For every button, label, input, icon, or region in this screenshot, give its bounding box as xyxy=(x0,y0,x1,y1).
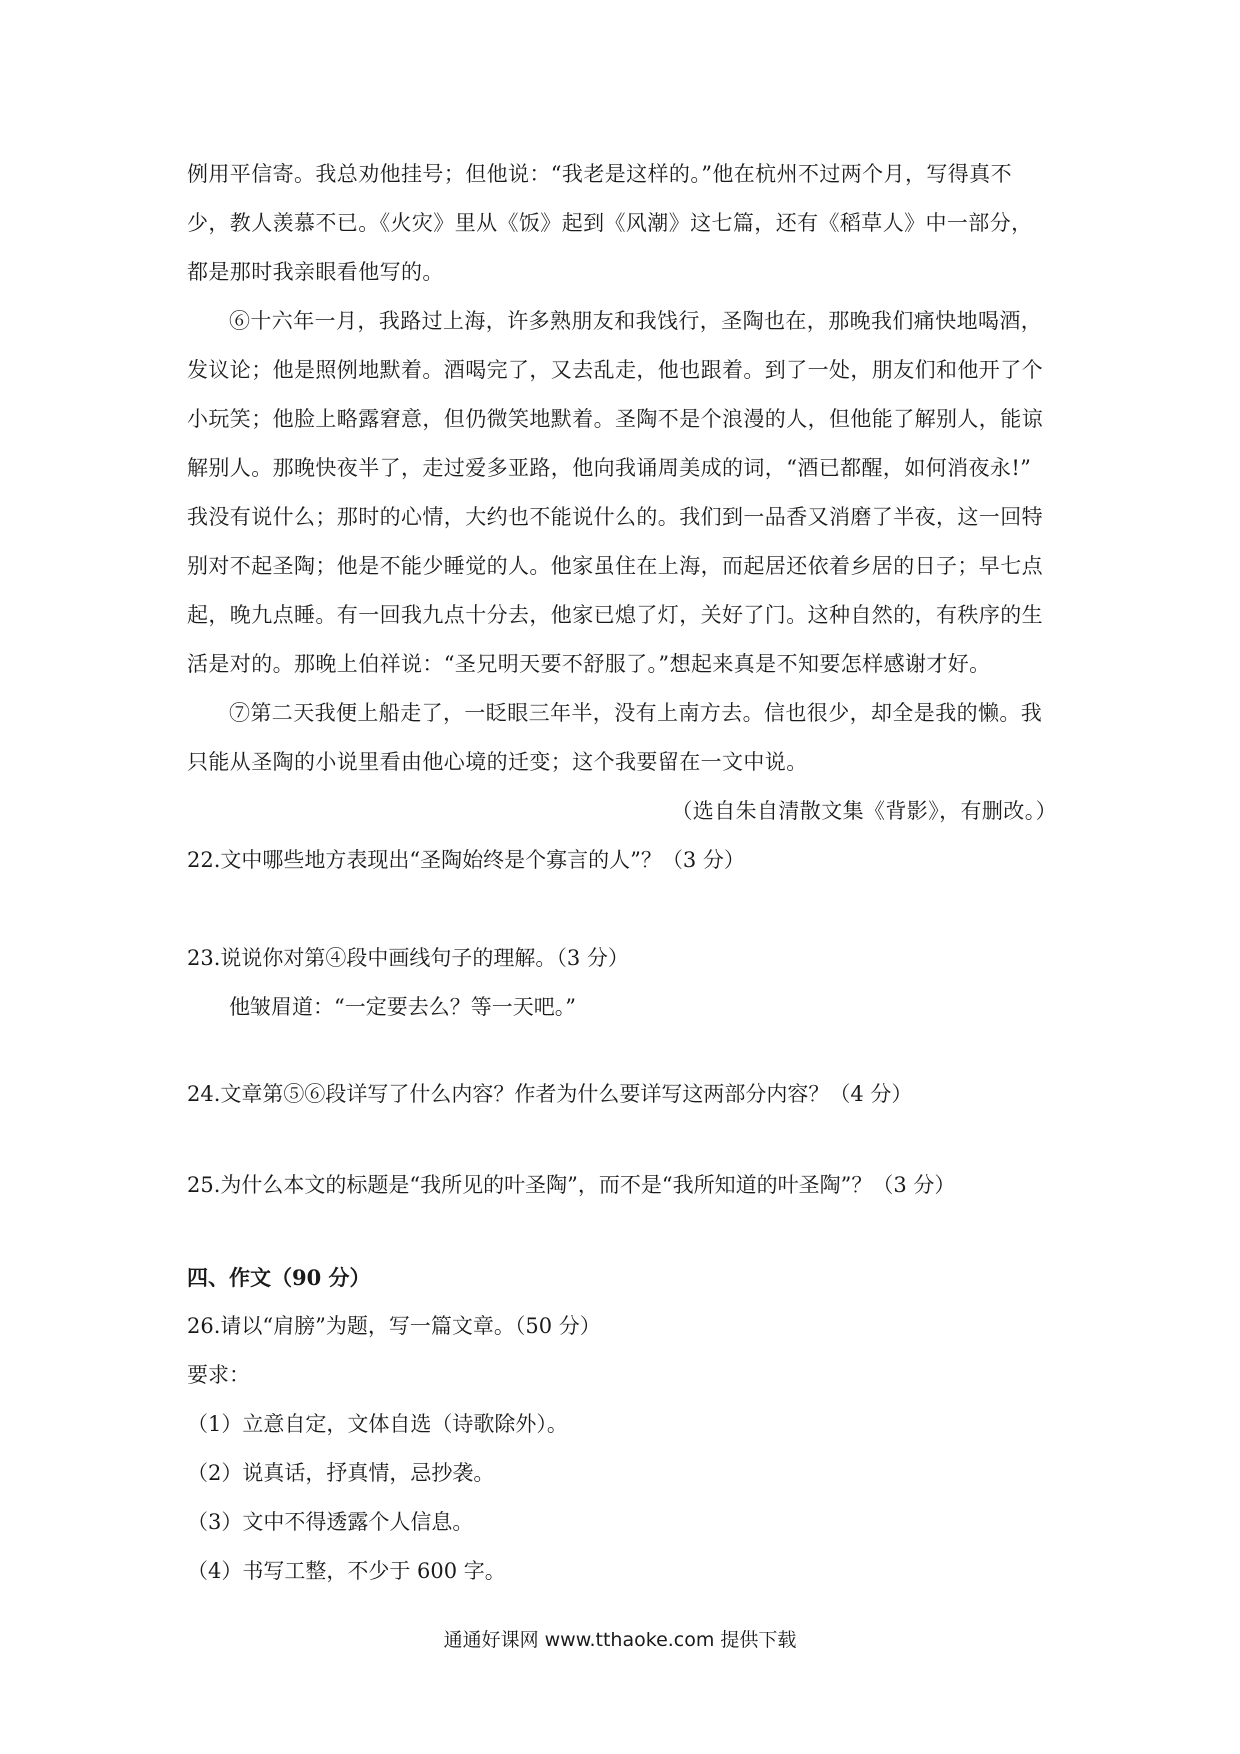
requirement-item: （3）文中不得透露个人信息。 xyxy=(187,1510,474,1534)
paragraph-7 xyxy=(187,689,1057,787)
passage-continuation xyxy=(187,150,1057,297)
exam-page xyxy=(187,150,1057,1596)
requirement-item: （4）书写工整，不少于 600 字。 xyxy=(187,1559,506,1583)
answer-space xyxy=(187,1119,1057,1161)
text-line: ⑥十六年一月，我路过上海，许多熟朋友和我饯行，圣陶也在，那晚我们痛快地喝酒， xyxy=(229,309,1043,333)
question-23: 23.说说你对第④段中画线句子的理解。（3 分） xyxy=(187,946,629,970)
essay-heading: 四、作文（90 分） xyxy=(187,1265,371,1290)
requirement-item: （1）立意自定，文体自选（诗歌除外）。 xyxy=(187,1412,568,1436)
paragraph-6 xyxy=(187,297,1057,689)
text-line: 别对不起圣陶；他是不能少睡觉的人。他家虽住在上海，而起居还依着乡居的日子；早七点 xyxy=(187,554,1043,578)
question-22: 22.文中哪些地方表现出“圣陶始终是个寡言的人”？（3 分） xyxy=(187,848,745,872)
text-line: 解别人。那晚快夜半了，走过爱多亚路，他向我诵周美成的词，“酒已都醒，如何消夜永!” xyxy=(187,456,1032,480)
text-line: 例用平信寄。我总劝他挂号；但他说：“我老是这样的。”他在杭州不过两个月，写得真不 xyxy=(187,162,1012,186)
text-line: 我没有说什么；那时的心情，大约也不能说什么的。我们到一品香又消磨了半夜，这一回特 xyxy=(187,505,1043,529)
text-line: 起，晚九点睡。有一回我九点十分去，他家已熄了灯，关好了门。这种自然的，有秩序的生 xyxy=(187,603,1043,627)
question-25: 25.为什么本文的标题是“我所见的叶圣陶”，而不是“我所知道的叶圣陶”？（3 分） xyxy=(187,1173,956,1197)
requirement-item: （2）说真话，抒真情，忌抄袭。 xyxy=(187,1461,495,1485)
text-line: 只能从圣陶的小说里看由他心境的迁变；这个我要留在一文中说。 xyxy=(187,750,808,774)
question-23-quote: 他皱眉道：“一定要去么？等一天吧。” xyxy=(229,995,576,1019)
answer-space xyxy=(187,885,1057,934)
text-line: 小玩笑；他脸上略露窘意，但仍微笑地默着。圣陶不是个浪漫的人，但他能了解别人，能谅 xyxy=(187,407,1043,431)
question-26: 26.请以“肩膀”为题，写一篇文章。（50 分） xyxy=(187,1314,601,1338)
text-line: 都是那时我亲眼看他写的。 xyxy=(187,260,444,284)
source-citation: （选自朱自清散文集《背影》，有删改。） xyxy=(671,799,1057,823)
answer-space xyxy=(187,1032,1057,1070)
question-24: 24.文章第⑤⑥段详写了什么内容？作者为什么要详写这两部分内容？（4 分） xyxy=(187,1082,913,1106)
text-line: ⑦第二天我便上船走了，一眨眼三年半，没有上南方去。信也很少，却全是我的懒。我 xyxy=(229,701,1043,725)
requirements-label: 要求： xyxy=(187,1363,250,1387)
text-line: 活是对的。那晚上伯祥说：“圣兄明天要不舒服了。”想起来真是不知要怎样感谢才好。 xyxy=(187,652,991,676)
answer-space xyxy=(187,1210,1057,1253)
text-line: 发议论；他是照例地默着。酒喝完了，又去乱走，他也跟着。到了一处，朋友们和他开了个 xyxy=(187,358,1043,382)
text-line: 少，教人羡慕不已。《火灾》里从《饭》起到《风潮》这七篇，还有《稻草人》中一部分， xyxy=(187,211,1033,235)
page-footer: 通通好课网 www.tthaoke.com 提供下载 xyxy=(443,1629,797,1651)
